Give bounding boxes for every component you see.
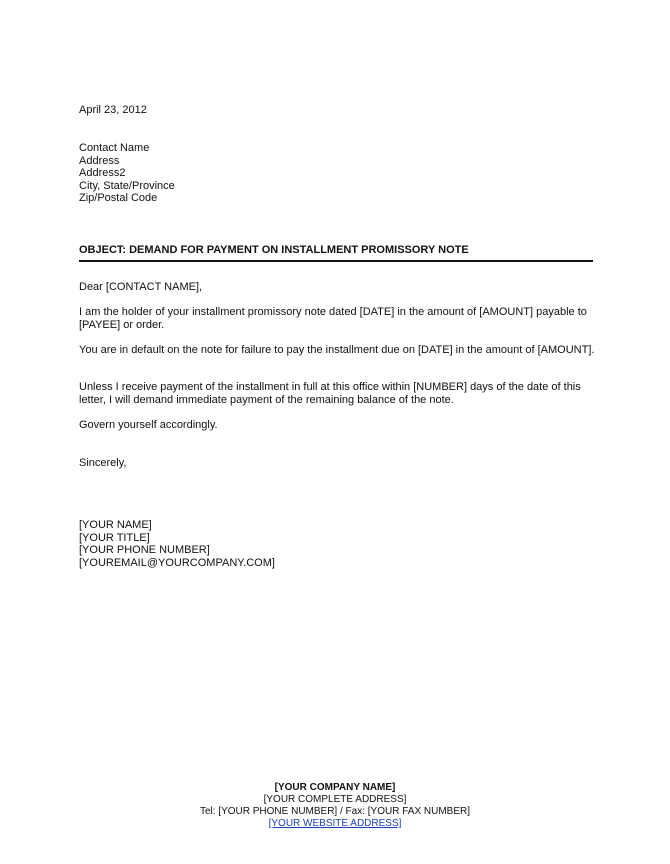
signature-email: [YOUREMAIL@YOURCOMPANY.COM] — [79, 556, 275, 569]
letterhead-footer — [0, 782, 670, 830]
recipient-address: Address — [79, 154, 120, 167]
footer-website-link[interactable]: [YOUR WEBSITE ADDRESS] — [268, 818, 402, 829]
footer-contact: Tel: [YOUR PHONE NUMBER] / Fax: [YOUR FAX NUMBER] — [199, 806, 471, 817]
signature-phone: [YOUR PHONE NUMBER] — [79, 544, 210, 557]
body-paragraph-4: Govern yourself accordingly. — [79, 419, 218, 431]
recipient-name: Contact Name — [79, 142, 150, 154]
footer-company-name: [YOUR COMPANY NAME] — [274, 782, 396, 793]
footer-address: [YOUR COMPLETE ADDRESS] — [263, 794, 407, 805]
body-paragraph-3: Unless I receive payment of the installment in full at this office within [NUMBER] days of the date of this letter, I will demand immediate payment of the remaining balance of the note. — [79, 381, 581, 406]
letter-subject: OBJECT: DEMAND FOR PAYMENT ON INSTALLMENT PROMISSORY NOTE — [79, 244, 469, 256]
signature-name: [YOUR NAME] — [79, 519, 152, 531]
recipient-zip: Zip/Postal Code — [79, 192, 158, 205]
letter-closing: Sincerely, — [79, 457, 127, 469]
signature-title: [YOUR TITLE] — [79, 531, 150, 544]
body-paragraph-2: You are in default on the note for failure to pay the installment due on [DATE] in the amount of [AMOUNT]. — [79, 344, 595, 356]
recipient-address2: Address2 — [79, 167, 126, 180]
recipient-city-state: City, State/Province — [79, 179, 175, 192]
letter-salutation: Dear [CONTACT NAME], — [79, 281, 203, 293]
signature-block — [79, 519, 275, 569]
letter-date: April 23, 2012 — [79, 104, 147, 116]
recipient-address-block — [79, 142, 175, 205]
subject-divider — [79, 260, 593, 262]
body-paragraph-1: I am the holder of your installment promissory note dated [DATE] in the amount of [AMOUNT] payable to [PAYEE] or order. — [79, 306, 587, 331]
